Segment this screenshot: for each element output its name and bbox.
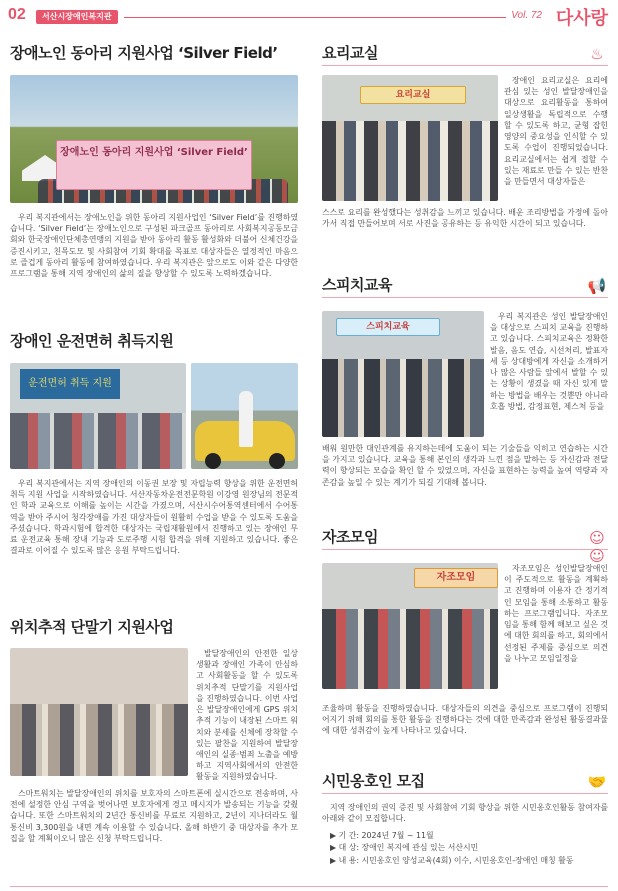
- megaphone-icon: 📢: [587, 277, 607, 295]
- page-number: 02: [8, 6, 26, 23]
- cooking-people: [322, 121, 498, 201]
- magazine-title: 다사랑: [555, 8, 608, 29]
- tracking-body-side: 발달장애인의 안전한 일상생활과 장애인 가족이 안심하고 사회활동을 할 수 있도록 위치추적 단말기를 지원사업을 진행하였습니다. 이번 사업은 발달장애인에게 GPS 위치추적 기능이 내장된 스마트 워치와 분세를 신체에 장착할 수 있는 팔찬을 지원하여 발달장애인의 실종·범죄 노출을 예방하고 지역사회에서의 안전한 활동을 지원하였습니다.: [196, 649, 298, 782]
- selfhelp-banner: [414, 568, 498, 588]
- left-column: [10, 42, 300, 63]
- cooking-body-side: 장애인 요리교실은 요리에 관심 있는 성인 발달장애인을 대상으로 요리활동을 통하여 일상생활을 독립적으로 수행할 수 있도록 하고, 균형 잡힌 영양의 중요성을 인식할 수 있도록 수업이 진행되었습니다. 요리교실에서는 쉽게 접할 수 있는 재료로 만들 수 있는 반찬을 만들면서 대상자들은: [504, 76, 609, 186]
- article-title-driving: 장애인 운전면허 취득지원: [10, 332, 174, 350]
- speech-body-side: 우리 복지관은 성인 발달장애인을 대상으로 스피치 교육을 진행하고 있습니다. 스피치교육은 정확한 발음, 음도 연습, 시선처리, 발표자세 등 상대방에게 자신을 소개하거나 많은 사람들 앞에서 발할 수 있는 상황이 생겼을 때 자신 있게 말하는 방법을 배우는 것뿐만 아니라 호흡 방법, 감정표현, 제스처 등을: [490, 312, 608, 411]
- section-label: 서산시장애인복지관: [36, 10, 118, 24]
- volume-number: Vol. 72: [511, 10, 542, 21]
- driving-car-photo: [191, 363, 298, 469]
- ombuds-body: 지역 장애인의 권익 증진 및 사회참여 기회 향상을 위한 시민옹호인활동 참여자를 아래와 같이 모집합니다.: [322, 803, 608, 824]
- woman-figure: [239, 391, 253, 447]
- section-header-cooking: [322, 44, 608, 66]
- list-item: ▶ 내 용: 시민옹호인 양성교육(4회) 이수, 시민옹호인-장애인 매칭 활동: [330, 855, 574, 865]
- banner-text: 장애노인 동아리 지원사업 ‘Silver Field’: [60, 147, 248, 158]
- banner-text: 요리교실: [395, 90, 431, 100]
- group-people-icon: ☺☺: [589, 529, 605, 565]
- selfhelp-body-full: 조율하며 활동을 진행하였습니다. 대상자들의 의견을 중심으로 프로그램이 진행되어지기 위해 회의를 통한 활동을 진행하다는 것에 대한 만족감과 완성된 활동결과물에 대한 성취감이 높게 나타나고 있습니다.: [322, 704, 608, 736]
- driving-board: 운전면허 취득 지원: [20, 369, 120, 399]
- driving-body: 우리 복지관에서는 지역 장애인의 이동권 보장 및 자립능력 향상을 위한 운전면허 취득 지원 사업을 시작하였습니다. 서산자동차운전전문학원 이강영 원장님의 전문적인 학과 교육으로 이해를 높이는 시간을 가졌으며, 서산시수어통역센터에서 수어통역을 받아 주시어 청각장애를 가진 대상자들이 원활히 수업을 받을 수 있도록 도움을 주셨습니다. 학과시험에 합격한 대상자는 국립재활원에서 진행하고 있는 장애인 무료 운전교육 통해 장내 기능과 도로주행 시험 합격을 위해 지원하고 있습니다. 좋은 결과로 이어질 수 있도록 많은 응원 부탁드립니다.: [10, 479, 298, 556]
- article-title-tracking: 위치추적 단말기 지원사업: [10, 618, 174, 636]
- tracking-body-full: 스마트워치는 발달장애인의 위치를 보호자의 스마트폰에 실시간으로 전송하며, 사전에 설정한 안심 구역을 벗어나면 보호자에게 경고 메시지가 발송되는 기능을 갖췄습니다. 또한 스마트워치의 2년간 통신비를 무료로 지원하고, 2년이 지나더라도 월 통신비 3,300원을 내면 계속 이용할 수 있습니다. 올해 하반기 중 대상자를 추가 모집을 할 계획이오니 많은 신청 부탁드립니다.: [10, 789, 298, 843]
- chef-hat-icon: ♨: [590, 45, 604, 63]
- speech-body-full: 배워 원만한 대인관계를 유지하는데에 도움이 되는 기술들을 익히고 연습하는 시간을 가지고 있습니다. 교육을 통해 본인의 생각과 느낀 점을 말하는 등 자신감과 전달력이 향상되는 모습을 확인 할 수 있었으며, 자신을 표현하는 능력을 높여 역량과 자존감을 높일 수 있는 계기가 되길 기대해 봅니다.: [322, 444, 608, 487]
- article-title-ombuds: 시민옹호인 모집: [322, 772, 425, 790]
- list-item: ▶ 기 간: 2024년 7월 ~ 11월: [330, 831, 434, 840]
- banner-text: 스피치교육: [366, 322, 410, 332]
- cooking-banner: [360, 86, 466, 104]
- article-title-cooking: 요리교실: [322, 44, 378, 62]
- speech-banner: [336, 318, 440, 336]
- silver-field-banner: [56, 140, 252, 190]
- article-title-speech: 스피치교육: [322, 276, 392, 294]
- section-header-selfhelp: [322, 528, 608, 565]
- article-title-selfhelp: 자조모임: [322, 528, 378, 546]
- students: [10, 413, 186, 469]
- cooking-body-full: 스스로 요리를 완성했다는 성취감을 느끼고 있습니다. 배운 조리방법을 가정에 돌아가서 직접 만들어보며 서로 사진을 공유하는 등 유익한 시간이 되고 있습니다.: [322, 208, 608, 229]
- car-wheel: [269, 453, 285, 469]
- section-header-speech: [322, 276, 608, 298]
- car-wheel: [205, 453, 221, 469]
- header-divider: [124, 17, 506, 18]
- section-header-ombuds: [322, 772, 608, 794]
- driving-class-photo: [10, 363, 186, 469]
- silver-field-body: 우리 복지관에서는 장애노인을 위한 동아리 지원사업인 ‘Silver Field’를 진행하였습니다. ‘Silver Field’는 장애노인으로 구성된 파크골프 동아리로 사회복지공동모금회와 한국장애인단체총연맹의 지원을 받아 동아리 활동 활성화와 더불어 신체건강을 증진시키고, 친목도모 및 사회참여 기회 확대를 목표로 대상자들은 열정적인 마음으로 즐겁게 동아리 활동에 참여하였습니다. 우리 복지관은 앞으로도 이와 같은 다양한 프로그램을 통해 지역 장애인의 삶의 질을 향상할 수 있도록 노력하겠습니다.: [10, 213, 298, 279]
- banner-text: 자조모임: [436, 572, 476, 583]
- ombuds-list: [330, 830, 608, 867]
- page-header: [0, 0, 618, 34]
- selfhelp-body-side: 자조모임은 성인발달장애인이 주도적으로 활동을 계획하고 진행하며 이용자 간 정기적인 모임을 통해 소통하고 활동하는 프로그램입니다. 자조모임을 통해 함께 해보고 싶은 것에 대한 회의를 하고, 회의에서 선정된 주제를 중심으로 의견을 나누고 모임일정을: [504, 564, 609, 663]
- meeting-people: [322, 609, 498, 689]
- article-title-silver-field: 장애노인 동아리 지원사업 ‘Silver Field’: [10, 44, 278, 62]
- footer-divider: [10, 886, 608, 887]
- participants: [10, 704, 188, 776]
- handshake-icon: 🤝: [587, 773, 607, 791]
- tracking-photo: [10, 648, 188, 776]
- speech-people: [322, 359, 484, 437]
- list-item: ▶ 대 상: 장애인 복지에 관심 있는 서산시민: [330, 843, 479, 853]
